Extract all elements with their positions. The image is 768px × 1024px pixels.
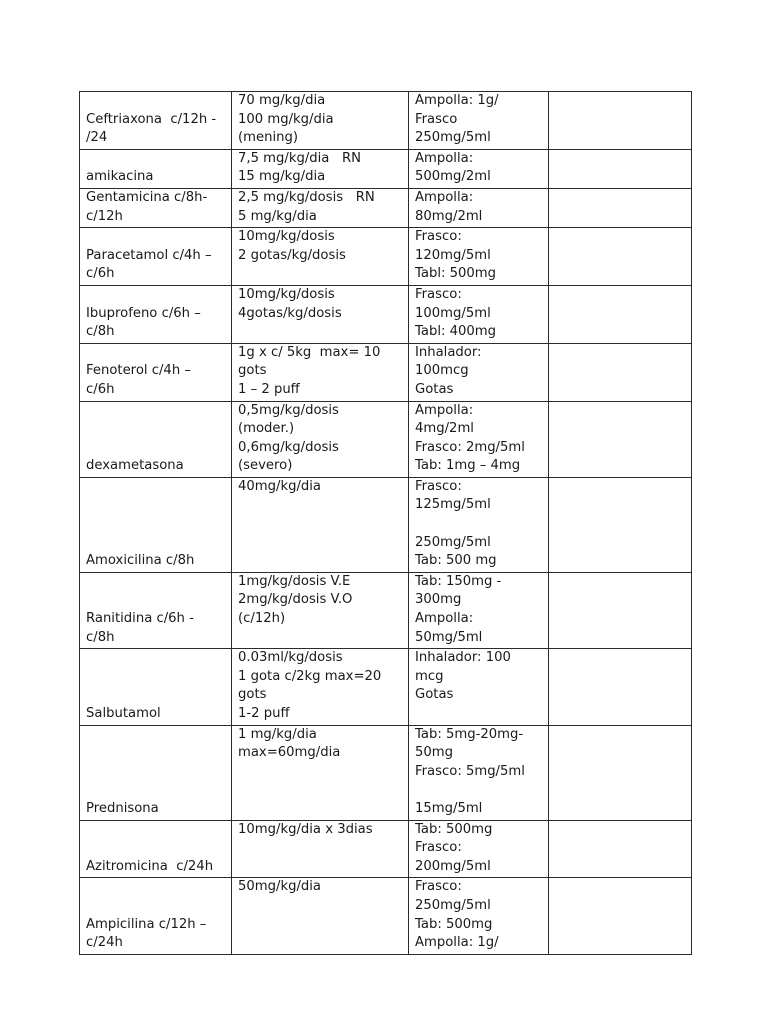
presentation-line: Tabl: 400mg — [415, 324, 497, 340]
dosage-cell — [232, 572, 409, 648]
presentation-line: 50mg — [415, 745, 453, 761]
dosage-cell — [232, 649, 409, 725]
drug-name-line: Paracetamol c/4h – — [86, 247, 212, 263]
dosage-line: 15 mg/kg/dia — [238, 169, 326, 185]
notes-cell — [549, 477, 692, 572]
drug-name-line: Salbutamol — [86, 706, 161, 721]
presentation-line: 80mg/2ml — [415, 208, 483, 224]
dosage-line: (mening) — [238, 130, 299, 146]
dosage-line: 2,5 mg/kg/dosis RN — [238, 189, 375, 205]
dosage-line: 1 mg/kg/dia — [238, 726, 317, 742]
presentation-line: Frasco: — [415, 229, 462, 245]
presentation-cell — [409, 572, 549, 648]
presentation-line: Frasco: — [415, 286, 462, 302]
dosage-line: 10mg/kg/dosis — [238, 286, 335, 302]
dosage-line: 50mg/kg/dia — [238, 879, 322, 895]
dosage-cell — [232, 401, 409, 477]
presentation-line: Tab: 150mg - — [415, 573, 502, 589]
notes-cell — [549, 572, 692, 648]
presentation-cell — [409, 477, 549, 572]
presentation-line: Tab: 500 mg — [415, 553, 497, 569]
drug-name-cell — [80, 149, 232, 188]
notes-cell — [549, 92, 692, 150]
dosage-line: gots — [238, 687, 267, 703]
table-row — [80, 649, 692, 725]
drug-name-line: c/6h — [86, 381, 115, 397]
dosage-line: (moder.) — [238, 421, 295, 437]
dosage-line: 7,5 mg/kg/dia RN — [238, 150, 361, 166]
presentation-cell — [409, 649, 549, 725]
drug-name-line: Ampicilina c/12h – — [86, 916, 207, 932]
presentation-line: Frasco: 5mg/5ml — [415, 763, 525, 779]
dosage-cell — [232, 477, 409, 572]
presentation-line: 250mg/5ml — [415, 534, 491, 550]
dosage-line: 2mg/kg/dosis V.O — [238, 592, 353, 608]
dosage-line: 1mg/kg/dosis V.E — [238, 573, 351, 589]
dosage-line: gots — [238, 363, 267, 379]
presentation-cell — [409, 725, 549, 820]
dosage-cell — [232, 188, 409, 227]
drug-name-line: Fenoterol c/4h – — [86, 363, 191, 379]
drug-name-line: amikacina — [86, 169, 154, 185]
dosage-cell — [232, 343, 409, 401]
drug-name-line: Prednisona — [86, 800, 159, 816]
dosage-line: 10mg/kg/dosis — [238, 229, 335, 245]
dosage-line: 5 mg/kg/dia — [238, 208, 317, 224]
presentation-line: 4mg/2ml — [415, 421, 474, 437]
table-row — [80, 820, 692, 878]
table-row — [80, 401, 692, 477]
dosage-cell — [232, 92, 409, 150]
presentation-line: 120mg/5ml — [415, 247, 491, 263]
presentation-line: Frasco: — [415, 840, 462, 856]
drug-name-cell — [80, 725, 232, 820]
dosage-line: 70 mg/kg/dia — [238, 93, 326, 108]
presentation-line: Inhalador: — [415, 344, 482, 360]
dosage-cell — [232, 820, 409, 878]
notes-cell — [549, 228, 692, 286]
notes-cell — [549, 878, 692, 954]
presentation-cell — [409, 228, 549, 286]
dosage-cell — [232, 285, 409, 343]
presentation-line: 250mg/5ml — [415, 897, 491, 913]
drug-name-line: Azitromicina c/24h — [86, 858, 214, 874]
drug-name-cell — [80, 92, 232, 150]
presentation-line: 100mg/5ml — [415, 305, 491, 321]
drug-name-line: c/6h — [86, 266, 115, 282]
presentation-line: Frasco: 2mg/5ml — [415, 439, 525, 455]
notes-cell — [549, 285, 692, 343]
table-row — [80, 285, 692, 343]
notes-cell — [549, 188, 692, 227]
drug-name-cell — [80, 572, 232, 648]
dosage-line: 4gotas/kg/dosis — [238, 305, 342, 321]
dosage-cell — [232, 878, 409, 954]
presentation-line: Inhalador: 100 — [415, 650, 511, 666]
table-row — [80, 228, 692, 286]
dosage-line: 1 gota c/2kg max=20 — [238, 668, 382, 684]
presentation-line: Gotas — [415, 687, 454, 703]
medication-dosage-table — [79, 91, 692, 955]
notes-cell — [549, 149, 692, 188]
presentation-line: Frasco: — [415, 879, 462, 895]
presentation-line: 100mcg — [415, 363, 469, 379]
dosage-line: 1-2 puff — [238, 706, 290, 721]
presentation-line: Tab: 500mg — [415, 916, 493, 932]
drug-name-cell — [80, 228, 232, 286]
dosage-line: 100 mg/kg/dia — [238, 111, 334, 127]
presentation-line: 250mg/5ml — [415, 130, 491, 146]
drug-name-cell — [80, 649, 232, 725]
notes-cell — [549, 649, 692, 725]
presentation-line: Tab: 1mg – 4mg — [415, 458, 521, 474]
dosage-cell — [232, 149, 409, 188]
notes-cell — [549, 820, 692, 878]
presentation-line: Gotas — [415, 381, 454, 397]
presentation-line: Tab: 5mg-20mg- — [415, 726, 524, 742]
presentation-line: 15mg/5ml — [415, 800, 483, 816]
dosage-line: 40mg/kg/dia — [238, 478, 322, 494]
dosage-line: 1 – 2 puff — [238, 381, 300, 397]
presentation-cell — [409, 343, 549, 401]
drug-name-cell — [80, 188, 232, 227]
presentation-line: Ampolla: 1g/ — [415, 93, 499, 108]
presentation-line: Ampolla: — [415, 611, 474, 627]
presentation-cell — [409, 401, 549, 477]
table-row — [80, 92, 692, 150]
dosage-line: max=60mg/dia — [238, 745, 341, 761]
dosage-line: 0.03ml/kg/dosis — [238, 650, 343, 666]
presentation-line: 125mg/5ml — [415, 497, 491, 513]
table-row — [80, 572, 692, 648]
presentation-line: Frasco — [415, 111, 458, 127]
notes-cell — [549, 343, 692, 401]
dosage-line: 1g x c/ 5kg max= 10 — [238, 344, 381, 360]
presentation-line: Ampolla: 1g/ — [415, 935, 499, 951]
drug-name-cell — [80, 477, 232, 572]
drug-name-line: Amoxicilina c/8h — [86, 553, 195, 569]
presentation-cell — [409, 285, 549, 343]
dosage-line: 0,5mg/kg/dosis — [238, 402, 339, 418]
drug-name-line: dexametasona — [86, 458, 184, 474]
dosage-line: 10mg/kg/dia x 3dias — [238, 821, 373, 837]
presentation-line: mcg — [415, 668, 444, 684]
table-row — [80, 343, 692, 401]
drug-name-line: Ceftriaxona c/12h - — [86, 111, 217, 127]
presentation-line — [415, 781, 543, 800]
presentation-line — [415, 515, 543, 534]
dosage-line: (severo) — [238, 458, 293, 474]
presentation-line: 300mg — [415, 592, 462, 608]
dosage-cell — [232, 725, 409, 820]
drug-name-line: c/24h — [86, 935, 123, 951]
table-row — [80, 477, 692, 572]
presentation-cell — [409, 188, 549, 227]
dosage-line: 0,6mg/kg/dosis — [238, 439, 339, 455]
drug-name-cell — [80, 878, 232, 954]
notes-cell — [549, 725, 692, 820]
drug-name-line: c/8h — [86, 324, 115, 340]
table-body — [80, 92, 692, 955]
dosage-cell — [232, 228, 409, 286]
drug-name-cell — [80, 820, 232, 878]
table-row — [80, 878, 692, 954]
presentation-line: 200mg/5ml — [415, 858, 491, 874]
table-row — [80, 149, 692, 188]
presentation-line: Ampolla: — [415, 402, 474, 418]
drug-name-line: Gentamicina c/8h- — [86, 189, 208, 205]
presentation-line: Frasco: — [415, 478, 462, 494]
dosage-line: (c/12h) — [238, 611, 286, 627]
drug-name-line: c/8h — [86, 629, 115, 645]
drug-name-line: /24 — [86, 130, 108, 146]
presentation-line: Ampolla: — [415, 189, 474, 205]
dosage-line: 2 gotas/kg/dosis — [238, 247, 346, 263]
presentation-line: Ampolla: — [415, 150, 474, 166]
presentation-cell — [409, 878, 549, 954]
presentation-line: Tabl: 500mg — [415, 266, 497, 282]
drug-name-line: Ranitidina c/6h - — [86, 611, 194, 627]
presentation-line: Tab: 500mg — [415, 821, 493, 837]
drug-name-cell — [80, 401, 232, 477]
presentation-cell — [409, 820, 549, 878]
presentation-line: 50mg/5ml — [415, 629, 483, 645]
table-row — [80, 188, 692, 227]
drug-name-line: c/12h — [86, 208, 123, 224]
presentation-cell — [409, 92, 549, 150]
presentation-line: 500mg/2ml — [415, 169, 491, 185]
presentation-cell — [409, 149, 549, 188]
drug-name-cell — [80, 285, 232, 343]
notes-cell — [549, 401, 692, 477]
drug-name-line: Ibuprofeno c/6h – — [86, 305, 201, 321]
table-row — [80, 725, 692, 820]
drug-name-cell — [80, 343, 232, 401]
